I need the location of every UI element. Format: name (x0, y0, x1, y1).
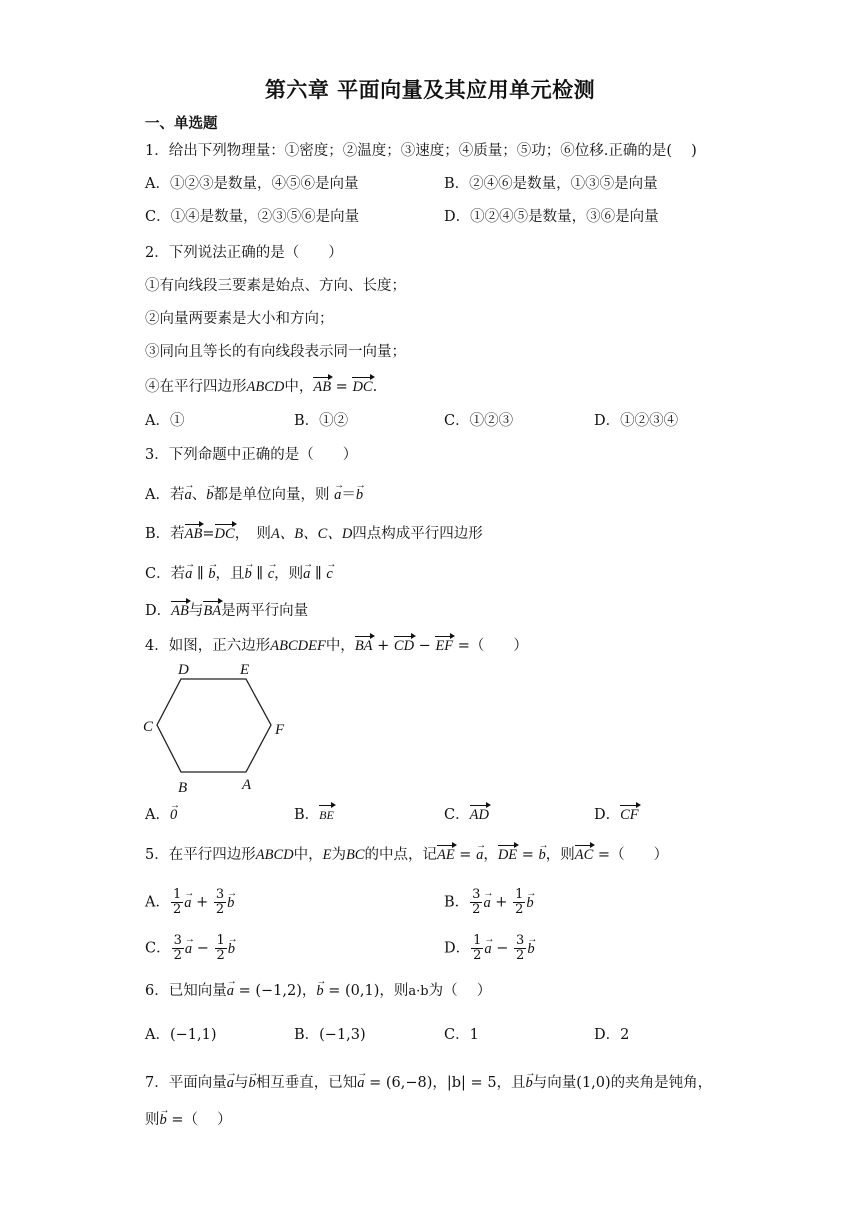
q4-option-b: B．BE (294, 807, 334, 823)
parallel-sign: ∥ (251, 566, 268, 582)
vector-ad: AD (469, 807, 489, 823)
q2-s4-end: . (372, 379, 378, 395)
q3-b-points: A、B、C、D (270, 526, 353, 542)
q2-option-c: C．①②③ (444, 413, 514, 429)
vector-b-symbol: → b (208, 559, 219, 582)
q2-s4-eq: = (331, 379, 353, 395)
vector-a-symbol: → a (185, 559, 196, 582)
q1-option-d: D．①②④⑤是数量，③⑥是向量 (444, 209, 659, 225)
q6-stem: 6．已知向量 → a = (−1,2)， → b = (0,1)，则a·b为（ ） (145, 976, 492, 999)
minus-sign: − (414, 638, 436, 654)
q2-statement-3: ③同向且等长的有向线段表示同一向量； (145, 344, 406, 360)
vector-ae: AE (436, 847, 455, 863)
q3-d-mid: 与 (188, 603, 204, 619)
vector-b-symbol: → b (355, 480, 366, 503)
q2-stem: 2．下列说法正确的是（ ） (145, 245, 343, 261)
q3-option-c (145, 559, 337, 584)
q3-option-b (145, 524, 483, 544)
plus-sign: + (372, 638, 394, 654)
vector-ef: EF (435, 638, 454, 654)
vector-c-symbol: → c (326, 559, 337, 582)
vector-a-symbol: → a (334, 480, 345, 503)
vector-ba: BA (203, 603, 222, 619)
vector-ba: BA (354, 638, 373, 654)
vector-ab: AB (171, 603, 189, 619)
q2-statement-4 (145, 377, 377, 397)
q1-option-a: A．①②③是数量，④⑤⑥是向量 (145, 176, 359, 192)
q5-option-d: D． $\frac{1}{2}$ → a − $\frac{3}{2}$ → b (444, 933, 538, 963)
q1-option-c: C．①④是数量，②③⑤⑥是向量 (145, 209, 360, 225)
vertex-label-a: A (242, 777, 252, 793)
q3-a-sep: 、 (191, 487, 207, 503)
q2-s4-mid: 中， (284, 379, 314, 395)
vector-cf: CF (620, 807, 639, 823)
vector-cd: CD (393, 638, 415, 654)
q1-option-b: B．②④⑥是数量，①③⑤是向量 (444, 176, 658, 192)
q3-c-pre: C．若 (145, 566, 186, 582)
q6-option-d: D．2 (594, 1027, 630, 1043)
vector-dc: DC (352, 379, 373, 395)
q5-option-b: B． $\frac{3}{2}$ → a + $\frac{1}{2}$ → b (444, 887, 537, 917)
vertex-label-d: D (178, 662, 189, 678)
q4-option-d: D．CF (594, 807, 639, 823)
vector-ab: AB (184, 526, 203, 542)
q2-s4-abcd: ABCD (246, 379, 285, 395)
q3-b-end: 四点构成平行四边形 (352, 526, 483, 542)
q2-statement-2: ②向量两要素是大小和方向； (145, 311, 334, 327)
q3-stem: 3．下列命题中正确的是（ ） (145, 447, 358, 463)
q6-option-b: B．(−1,3) (294, 1027, 366, 1043)
q4-option-a: A． → 0 (145, 800, 180, 823)
zero-vector: → 0 (169, 800, 180, 823)
q3-a-pre: A．若 (145, 487, 185, 503)
q3-c-mid: ，且 (215, 566, 245, 582)
hexagon-figure (140, 658, 300, 798)
q3-b-pre: B．若 (145, 526, 185, 542)
section-heading: 一、单选题 (145, 116, 218, 132)
q2-option-d: D．①②③④ (594, 413, 679, 429)
q4-option-c: C．AD (444, 807, 489, 823)
vector-b-symbol: → b (244, 559, 255, 582)
q6-option-a: A．(−1,1) (145, 1027, 217, 1043)
q2-option-a: A．① (145, 413, 185, 429)
q3-b-eq: = (202, 526, 215, 542)
q6-option-c: C．1 (444, 1027, 479, 1043)
q2-s4-text: ④在平行四边形 (145, 379, 247, 395)
q5-option-a: A． $\frac{1}{2}$ → a + $\frac{3}{2}$ → b (145, 887, 238, 917)
hexagon-shape (157, 679, 271, 772)
vector-ac: AC (574, 847, 594, 863)
q2-option-b: B．①② (294, 413, 349, 429)
q3-a-mid: 都是单位向量，则 (213, 487, 335, 503)
q5-option-c: C． $\frac{3}{2}$ → a − $\frac{1}{2}$ → b (145, 933, 238, 963)
vector-be: BE (319, 805, 334, 825)
q5-stem: 5．在平行四边形ABCD中，E为BC的中点，记AE = → a，DE = → b，则AC =（ ） (145, 840, 669, 863)
vector-ab: AB (313, 379, 332, 395)
page-title: 第六章 平面向量及其应用单元检测 (264, 78, 596, 102)
q7-stem-line1: 7．平面向量 → a与 → b相互垂直，已知 → a = (6,−8)，|b| = 5，且 → b与向量(1,0)的夹角是钝角， (145, 1068, 713, 1091)
vertex-label-e: E (240, 662, 250, 678)
q3-option-a (145, 480, 366, 505)
q4-stem-mid: 中， (325, 638, 355, 654)
vector-a-symbol: → a (184, 480, 195, 503)
q3-a-eq: ＝ (341, 487, 356, 503)
vertex-label-c: C (143, 719, 154, 735)
vector-dc: DC (214, 526, 235, 542)
vector-b-symbol: → b (206, 480, 217, 503)
q2-statement-1: ①有向线段三要素是始点、方向、长度； (145, 278, 406, 294)
vertex-label-b: B (178, 780, 188, 796)
q7-stem-line2: 则 → b =（ ） (145, 1105, 232, 1128)
q4-stem-pre: 4．如图，正六边形 (145, 638, 271, 654)
q1-stem: 1．给出下列物理量：①密度；②温度；③速度；④质量；⑤功；⑥位移.正确的是( ) (145, 143, 697, 159)
vertex-label-f: F (275, 722, 285, 738)
q4-hexagon-name: ABCDEF (270, 638, 326, 654)
vector-a-symbol: → a (303, 559, 314, 582)
vector-de: DE (497, 847, 518, 863)
vector-c-symbol: → c (267, 559, 278, 582)
q3-d-end: 是两平行向量 (221, 603, 309, 619)
q3-b-mid: ， 则 (234, 526, 271, 542)
q4-stem (145, 636, 528, 656)
parallel-sign: ∥ (310, 566, 327, 582)
q3-option-d (145, 601, 308, 621)
q4-stem-end: =（ ） (453, 638, 528, 654)
q3-d-pre: D． (145, 603, 172, 619)
parallel-sign: ∥ (192, 566, 209, 582)
q3-c-mid2: ，则 (274, 566, 304, 582)
